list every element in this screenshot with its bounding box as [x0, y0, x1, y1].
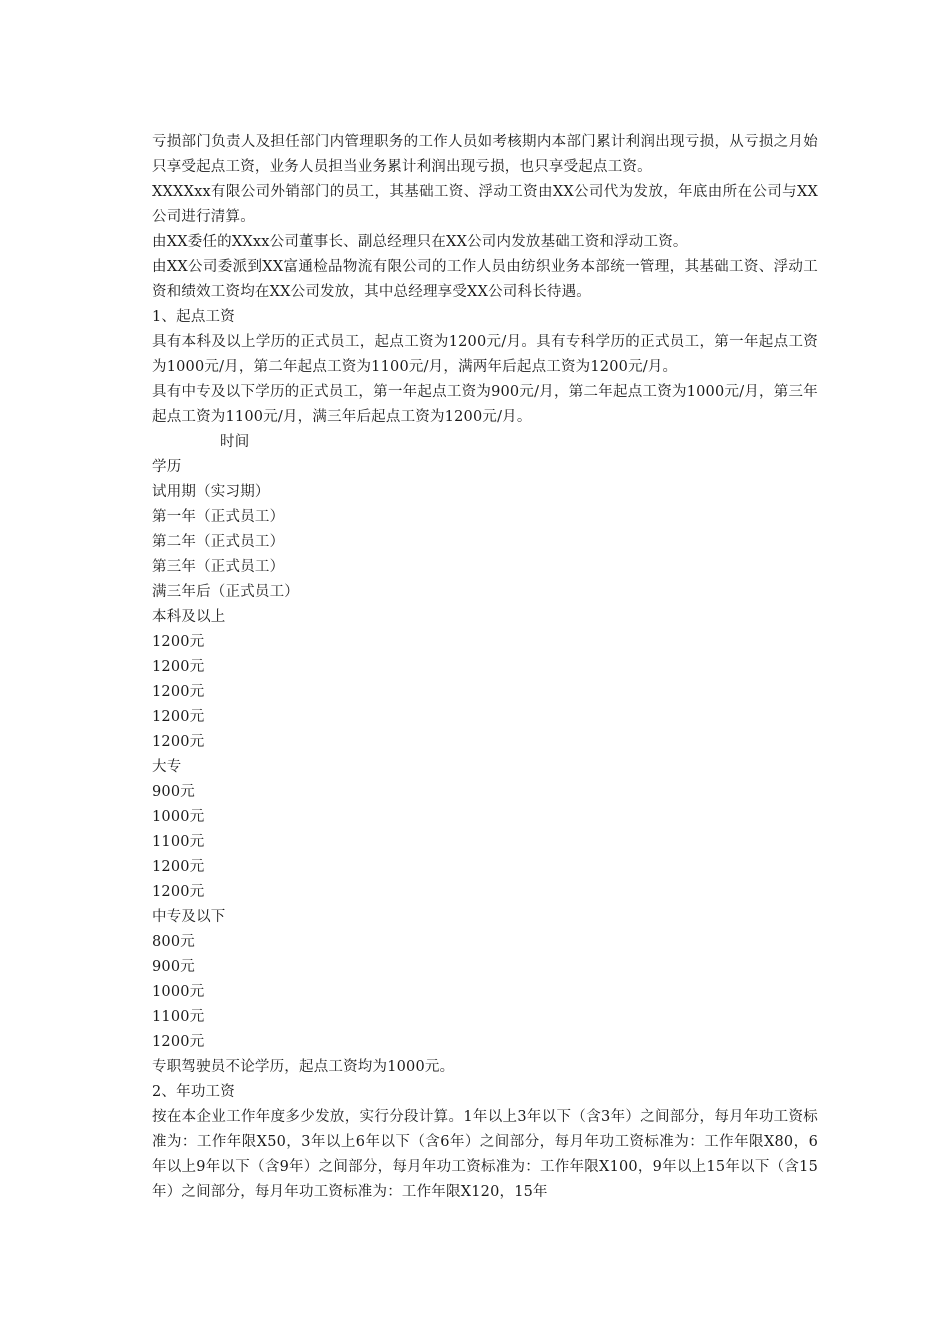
table-cell: 1200元 [152, 734, 205, 750]
paragraph-export-department: XXXXxx有限公司外销部门的员工，其基础工资、浮动工资由XX公司代为发放，年底由所在公司与XX公司进行清算。 [152, 184, 818, 225]
section-heading-starting-salary: 1、起点工资 [152, 309, 235, 325]
salary-table [152, 430, 818, 1055]
table-header-time: 时间 [220, 434, 250, 450]
table-cell: 900元 [152, 784, 195, 800]
table-period: 试用期（实习期） [152, 484, 270, 500]
paragraph-logistics-staff: 由XX公司委派到XX富通检品物流有限公司的工作人员由纺织业务本部统一管理，其基础工资、浮动工资和绩效工资均在XX公司发放，其中总经理享受XX公司科长待遇。 [152, 259, 818, 300]
table-group-secondary: 中专及以下 [152, 909, 226, 925]
table-cell: 800元 [152, 934, 195, 950]
table-cell: 1200元 [152, 859, 205, 875]
table-cell: 1200元 [152, 684, 205, 700]
table-cell: 1100元 [152, 834, 205, 850]
table-cell: 1200元 [152, 884, 205, 900]
section-heading-seniority-pay: 2、年功工资 [152, 1084, 235, 1100]
table-period: 满三年后（正式员工） [152, 584, 299, 600]
note-driver: 专职驾驶员不论学历，起点工资均为1000元。 [152, 1059, 455, 1075]
table-group-bachelor: 本科及以上 [152, 609, 226, 625]
document-page [152, 130, 818, 1205]
paragraph-chairman: 由XX委任的XXxx公司董事长、副总经理只在XX公司内发放基础工资和浮动工资。 [152, 234, 688, 250]
table-cell: 1100元 [152, 1009, 205, 1025]
table-period: 第二年（正式员工） [152, 534, 285, 550]
table-period: 第一年（正式员工） [152, 509, 285, 525]
table-cell: 900元 [152, 959, 195, 975]
paragraph-bachelor-college: 具有本科及以上学历的正式员工，起点工资为1200元/月。具有专科学历的正式员工，第一年起点工资为1000元/月，第二年起点工资为1100元/月，满两年后起点工资为1200元/月。 [152, 334, 818, 375]
table-cell: 1200元 [152, 1034, 205, 1050]
table-cell: 1200元 [152, 709, 205, 725]
paragraph-secondary: 具有中专及以下学历的正式员工，第一年起点工资为900元/月，第二年起点工资为1000元/月，第三年起点工资为1100元/月，满三年后起点工资为1200元/月。 [152, 384, 818, 425]
table-group-college: 大专 [152, 759, 182, 775]
paragraph-seniority-pay: 按在本企业工作年度多少发放，实行分段计算。1年以上3年以下（含3年）之间部分，每月年功工资标准为：工作年限X50，3年以上6年以下（含6年）之间部分，每月年功工资标准为：工作年限X80，6年以上9年以下（含9年）之间部分，每月年功工资标准为：工作年限X100，9年以上15年以下（含15年）之间部分，每月年功工资标准为：工作年限X120，15年 [152, 1109, 818, 1200]
paragraph-loss-department: 亏损部门负责人及担任部门内管理职务的工作人员如考核期内本部门累计利润出现亏损，从亏损之月始只享受起点工资，业务人员担当业务累计利润出现亏损，也只享受起点工资。 [152, 134, 818, 175]
table-cell: 1200元 [152, 659, 205, 675]
table-cell: 1000元 [152, 984, 205, 1000]
table-cell: 1000元 [152, 809, 205, 825]
table-period: 第三年（正式员工） [152, 559, 285, 575]
table-header-education: 学历 [152, 459, 182, 475]
table-cell: 1200元 [152, 634, 205, 650]
